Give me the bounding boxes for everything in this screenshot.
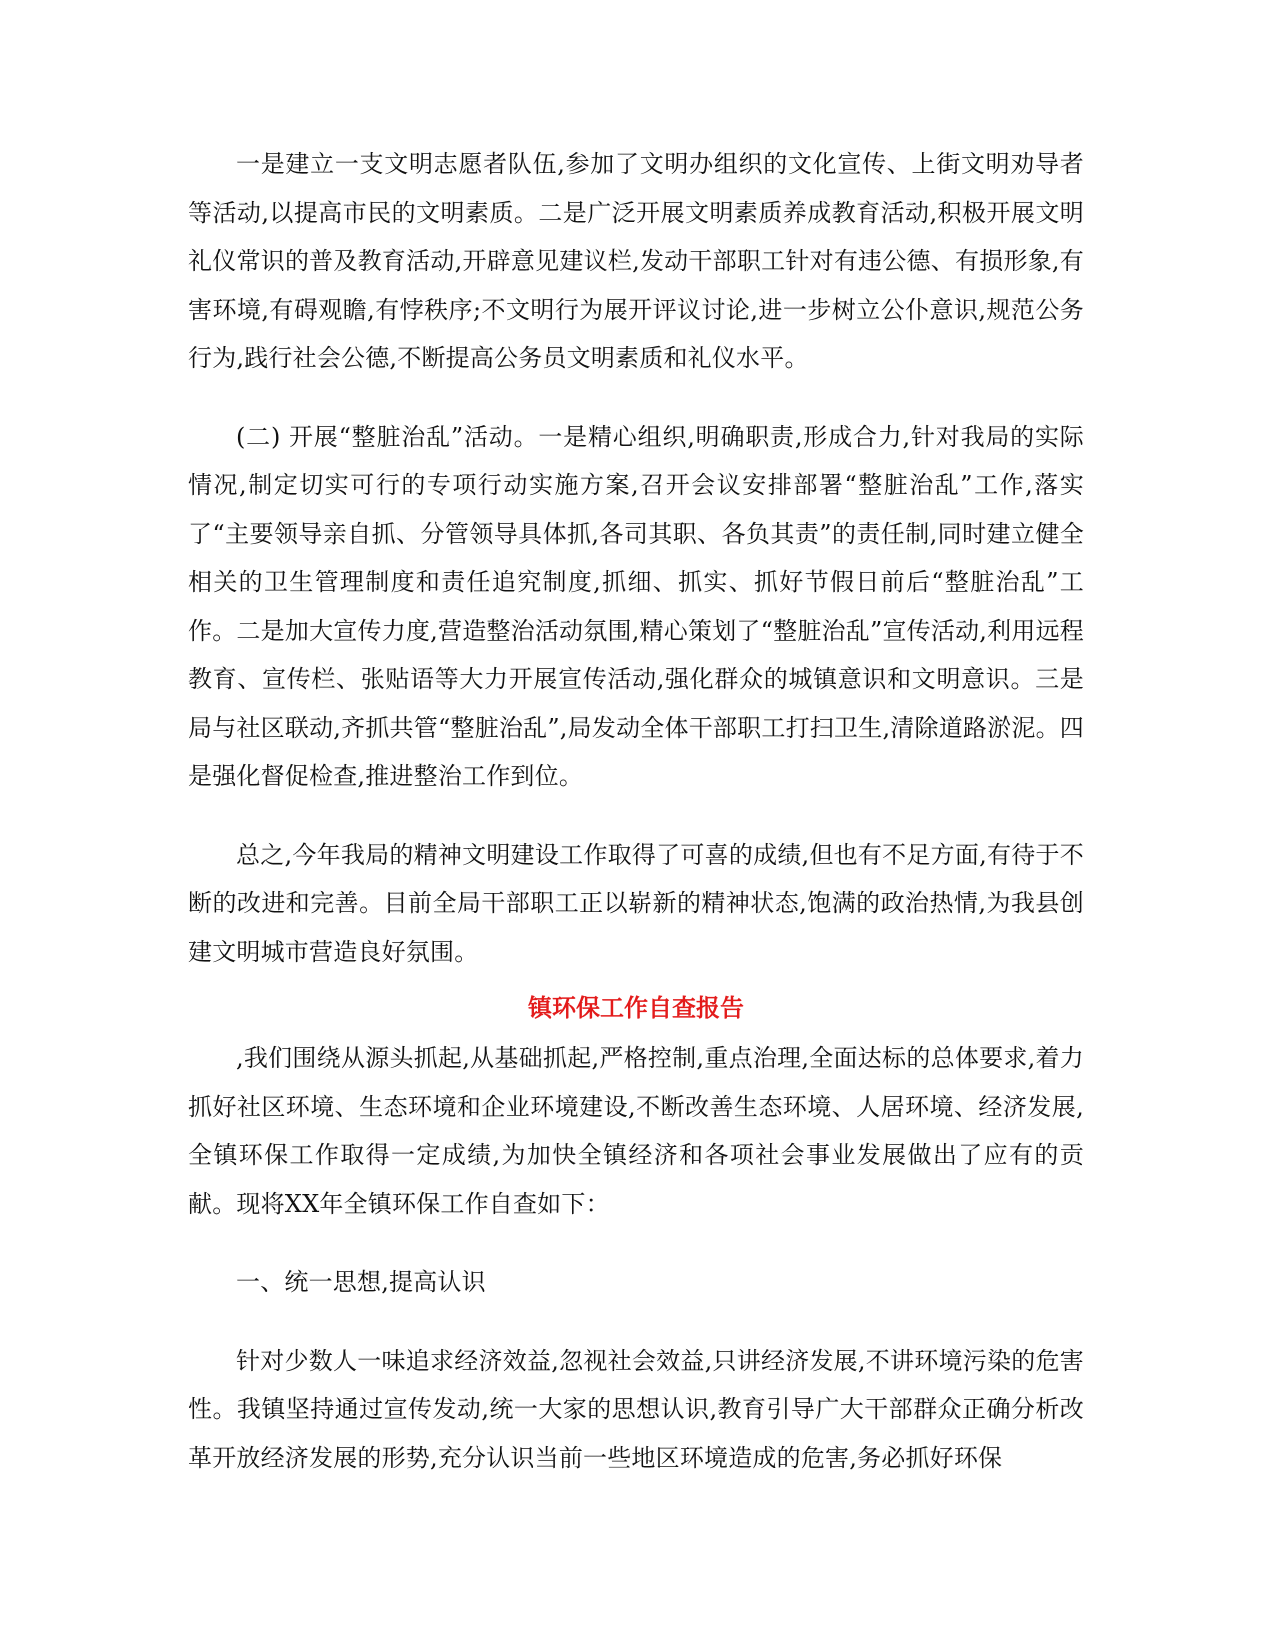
document-body: [188, 140, 1084, 1512]
paragraph-report-intro: ,我们围绕从源头抓起,从基础抓起,严格控制,重点治理,全面达标的总体要求,着力抓好社区环境、生态环境和企业环境建设,不断改善生态环境、人居环境、经济发展,全镇环保工作取得一定成绩,为加快全镇经济和各项社会事业发展做出了应有的贡献。现将XX年全镇环保工作自查如下：: [188, 1044, 1084, 1218]
section-heading-unify-thinking: 一、统一思想,提高认识: [236, 1268, 486, 1296]
paragraph-unify-thinking: 针对少数人一味追求经济效益,忽视社会效益,只讲经济发展,不讲环境污染的危害性。我镇坚持通过宣传发动,统一大家的思想认识,教育引导广大干部群众正确分析改革开放经济发展的形势,充分认识当前一些地区环境造成的危害,务必抓好环保: [188, 1346, 1084, 1472]
paragraph-volunteers: 一是建立一支文明志愿者队伍,参加了文明办组织的文化宣传、上街文明劝导者等活动,以提高市民的文明素质。二是广泛开展文明素质养成教育活动,积极开展文明礼仪常识的普及教育活动,开辟意见建议栏,发动干部职工针对有违公德、有损形象,有害环境,有碍观瞻,有悖秩序;不文明行为展开评议讨论,进一步树立公仆意识,规范公务行为,践行社会公德,不断提高公务员文明素质和礼仪水平。: [188, 150, 1084, 372]
report-title: 镇环保工作自查报告: [528, 994, 744, 1022]
paragraph-cleanup-campaign: (二) 开展“整脏治乱”活动。一是精心组织,明确职责,形成合力,针对我局的实际情况,制定切实可行的专项行动实施方案,召开会议安排部署“整脏治乱”工作,落实了“主要领导亲自抓、分管领导具体抓,各司其职、各负其责”的责任制,同时建立健全相关的卫生管理制度和责任追究制度,抓细、抓实、抓好节假日前后“整脏治乱”工作。二是加大宣传力度,营造整治活动氛围,精心策划了“整脏治乱”宣传活动,利用远程教育、宣传栏、张贴语等大力开展宣传活动,强化群众的城镇意识和文明意识。三是局与社区联动,齐抓共管“整脏治乱”,局发动全体干部职工打扫卫生,清除道路淤泥。四是强化督促检查,推进整治工作到位。: [188, 422, 1084, 790]
paragraph-summary: 总之,今年我局的精神文明建设工作取得了可喜的成绩,但也有不足方面,有待于不断的改进和完善。目前全局干部职工正以崭新的精神状态,饱满的政治热情,为我县创建文明城市营造良好氛围。: [188, 840, 1084, 966]
